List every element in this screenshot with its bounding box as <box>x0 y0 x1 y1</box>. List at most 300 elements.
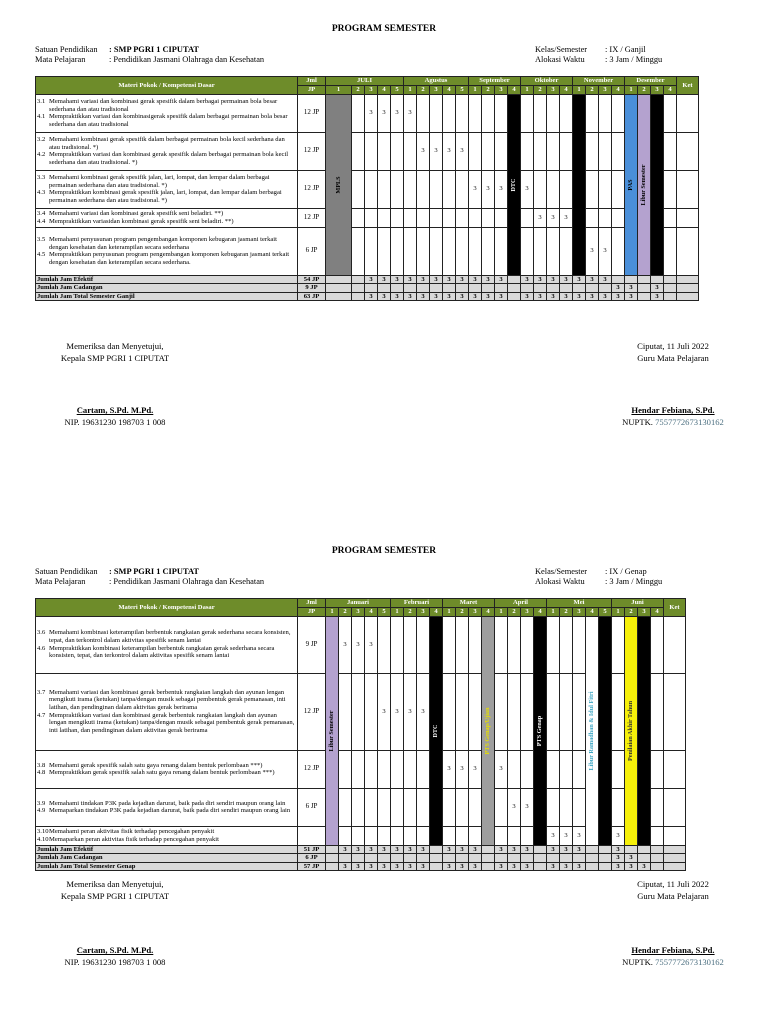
ket-cell <box>664 673 686 750</box>
summary-jp: 57 JP <box>298 862 326 871</box>
week-cell <box>378 788 391 826</box>
teacher-nuptk: 7557772673130162 <box>655 417 724 427</box>
week-cell <box>456 170 469 208</box>
kd-text: Memahami tindakan P3K pada kejadian darurat, baik pada diri sendiri maupun orang lain <box>49 799 286 807</box>
schedule-marker-column <box>430 616 443 845</box>
summary-week-cell: 3 <box>469 845 482 854</box>
week-cell <box>456 616 469 673</box>
week-cell <box>560 750 573 788</box>
week-cell <box>521 750 534 788</box>
kd-code: 4.2 <box>37 151 46 159</box>
week-cell <box>391 788 404 826</box>
week-cell <box>664 132 677 170</box>
summary-week-cell <box>651 854 664 863</box>
week-cell: 3 <box>612 826 625 845</box>
week-cell: 3 <box>391 94 404 132</box>
summary-week-cell <box>365 284 378 293</box>
ket-cell <box>664 750 686 788</box>
summary-week-cell <box>326 284 352 293</box>
summary-week-cell: 3 <box>378 862 391 871</box>
week-cell <box>521 227 534 275</box>
jp-cell: 12 JP <box>298 750 326 788</box>
teacher-title: Guru Mata Pelajaran <box>637 891 709 901</box>
summary-week-cell <box>495 284 508 293</box>
summary-week-cell <box>404 854 417 863</box>
summary-week-cell <box>352 275 365 284</box>
jp-cell: 12 JP <box>298 673 326 750</box>
summary-week-cell: 3 <box>365 862 378 871</box>
week-cell <box>534 170 547 208</box>
week-cell <box>352 170 365 208</box>
summary-week-cell: 3 <box>365 292 378 301</box>
summary-week-cell <box>443 854 456 863</box>
teacher-nuptk-label: NUPTK. <box>622 957 656 967</box>
principal-name: Cartam, S.Pd. M.Pd. <box>76 405 154 415</box>
kd-code: 4.10 <box>37 835 49 843</box>
summary-week-cell <box>534 854 547 863</box>
week-cell <box>378 750 391 788</box>
header-month-6: Desember <box>625 77 677 86</box>
week-cell <box>378 208 391 227</box>
week-cell: 3 <box>339 616 352 673</box>
alokasi-value: : 3 Jam / Minggu <box>605 55 663 64</box>
week-number: 4 <box>443 86 456 95</box>
schedule-marker-column <box>326 616 339 845</box>
summary-week-cell <box>547 854 560 863</box>
week-number: 1 <box>326 608 339 617</box>
week-cell <box>534 132 547 170</box>
summary-week-cell: 3 <box>391 275 404 284</box>
summary-jp: 9 JP <box>298 284 326 293</box>
week-cell <box>365 208 378 227</box>
week-cell: 3 <box>352 616 365 673</box>
week-cell: 3 <box>599 227 612 275</box>
summary-week-cell: 3 <box>404 292 417 301</box>
week-number: 1 <box>547 608 560 617</box>
summary-week-cell: 3 <box>495 862 508 871</box>
week-cell <box>378 132 391 170</box>
week-cell <box>508 673 521 750</box>
summary-week-cell: 3 <box>612 845 625 854</box>
summary-week-cell <box>430 862 443 871</box>
summary-week-cell <box>365 854 378 863</box>
satuan-label: Satuan Pendidikan <box>35 45 98 54</box>
materi-cell <box>36 132 298 170</box>
summary-week-cell: 3 <box>521 862 534 871</box>
week-cell <box>469 616 482 673</box>
summary-week-cell <box>469 854 482 863</box>
summary-week-cell: 3 <box>417 845 430 854</box>
week-cell <box>443 170 456 208</box>
summary-week-cell <box>586 854 599 863</box>
week-cell <box>443 227 456 275</box>
kd-code: 4.5 <box>37 251 46 259</box>
ket-cell <box>664 826 686 845</box>
summary-row <box>36 862 686 871</box>
teacher-name: Hendar Febiana, S.Pd. <box>631 405 715 415</box>
schedule-table <box>35 598 686 871</box>
jp-cell <box>298 826 326 845</box>
week-number: 3 <box>430 86 443 95</box>
header-month-3: September <box>469 77 521 86</box>
summary-week-cell <box>586 845 599 854</box>
week-cell <box>365 673 378 750</box>
summary-week-cell: 3 <box>404 275 417 284</box>
principal-signature <box>40 404 190 428</box>
week-number: 1 <box>573 86 586 95</box>
summary-week-cell <box>664 284 677 293</box>
summary-week-cell <box>430 854 443 863</box>
week-cell: 3 <box>417 132 430 170</box>
summary-week-cell: 3 <box>378 292 391 301</box>
summary-week-cell: 3 <box>469 292 482 301</box>
summary-week-cell <box>586 284 599 293</box>
week-cell: 3 <box>456 750 469 788</box>
week-number: 5 <box>456 86 469 95</box>
summary-week-cell <box>638 275 651 284</box>
week-number: 1 <box>443 608 456 617</box>
schedule-marker-label: PTS Genap/Ujian <box>484 707 492 755</box>
week-cell <box>482 94 495 132</box>
week-cell <box>651 673 664 750</box>
kelas-value: : IX / Genap <box>605 567 647 576</box>
summary-week-cell <box>586 862 599 871</box>
week-number: 5 <box>378 608 391 617</box>
summary-week-cell: 3 <box>521 845 534 854</box>
week-cell <box>586 94 599 132</box>
schedule-marker-column <box>586 616 599 845</box>
week-cell <box>612 170 625 208</box>
week-cell <box>495 788 508 826</box>
meta-right <box>535 45 662 65</box>
kd-code: 3.8 <box>37 761 46 769</box>
summary-week-cell: 3 <box>560 292 573 301</box>
week-cell <box>391 132 404 170</box>
week-cell: 3 <box>521 170 534 208</box>
kd-code: 4.7 <box>37 711 46 719</box>
week-cell <box>404 616 417 673</box>
summary-week-cell <box>456 284 469 293</box>
summary-week-cell: 3 <box>586 292 599 301</box>
summary-week-cell: 3 <box>482 292 495 301</box>
summary-week-cell <box>391 854 404 863</box>
summary-week-cell <box>482 845 495 854</box>
week-cell <box>352 132 365 170</box>
summary-week-cell: 3 <box>612 284 625 293</box>
materi-cell <box>36 788 298 826</box>
week-cell <box>417 616 430 673</box>
header-materi: Materi Pokok / Kompetensi Dasar <box>36 599 298 617</box>
header-month-5: Mei <box>547 599 612 608</box>
summary-week-cell <box>352 854 365 863</box>
week-number: 4 <box>664 86 677 95</box>
table-row <box>36 170 699 208</box>
kd-text: Mempraktikkan gerak spesifik salah satu gaya renang dalam bentuk perlombaan ***) <box>49 769 275 777</box>
summary-week-cell <box>651 275 664 284</box>
week-cell <box>508 616 521 673</box>
week-cell: 3 <box>365 94 378 132</box>
summary-week-cell: 3 <box>599 292 612 301</box>
kd-text: Memahami variasi dan kombinasi gerak berbentuk rangkaian langkah dan ayunan lengan mengikuti irama (ketukan) tanpa/dengan musik sebagai pembentuk gerak pemanasan, inti latihan, dan pendinginan dalam aktivitas gerak berirama <box>49 688 286 711</box>
week-cell <box>469 826 482 845</box>
summary-week-cell <box>352 284 365 293</box>
table-row <box>36 227 699 275</box>
week-cell <box>612 94 625 132</box>
summary-week-cell <box>417 854 430 863</box>
summary-week-cell: 3 <box>612 292 625 301</box>
week-cell: 3 <box>534 208 547 227</box>
week-cell <box>456 94 469 132</box>
week-cell <box>651 788 664 826</box>
summary-week-cell: 3 <box>404 845 417 854</box>
page-title: PROGRAM SEMESTER <box>331 546 437 556</box>
week-cell <box>599 208 612 227</box>
week-cell <box>521 826 534 845</box>
summary-week-cell <box>573 854 586 863</box>
week-number: 3 <box>638 608 651 617</box>
schedule-marker-column <box>638 616 651 845</box>
summary-week-cell: 3 <box>508 862 521 871</box>
kd-code: 3.4 <box>37 210 46 217</box>
summary-week-cell: 3 <box>521 275 534 284</box>
week-number: 2 <box>404 608 417 617</box>
summary-week-cell: 3 <box>560 845 573 854</box>
week-number: 5 <box>599 608 612 617</box>
schedule-marker-column <box>599 616 612 845</box>
week-number: 4 <box>612 86 625 95</box>
summary-week-cell <box>599 845 612 854</box>
materi-cell <box>36 227 298 275</box>
kd-code: 3.2 <box>37 135 46 143</box>
week-cell <box>482 208 495 227</box>
kd-code: 4.4 <box>37 217 46 225</box>
materi-cell <box>36 208 298 227</box>
summary-week-cell <box>534 284 547 293</box>
week-number: 2 <box>560 608 573 617</box>
materi-cell <box>36 826 298 845</box>
week-cell: 3 <box>430 132 443 170</box>
week-cell <box>456 208 469 227</box>
week-cell: 3 <box>365 616 378 673</box>
ket-cell <box>677 94 699 132</box>
summary-week-cell <box>482 862 495 871</box>
header-month-5: November <box>573 77 625 86</box>
week-cell <box>664 94 677 132</box>
summary-week-cell <box>612 275 625 284</box>
summary-week-cell <box>508 854 521 863</box>
summary-week-cell <box>521 284 534 293</box>
week-cell <box>352 208 365 227</box>
week-cell <box>352 788 365 826</box>
week-cell: 3 <box>560 208 573 227</box>
teacher-title: Guru Mata Pelajaran <box>637 353 709 363</box>
mapel-value: : Pendidikan Jasmani Olahraga dan Kesehatan <box>109 55 265 64</box>
week-cell: 3 <box>586 227 599 275</box>
summary-week-cell <box>339 854 352 863</box>
summary-ket <box>677 275 699 284</box>
teacher-name: Hendar Febiana, S.Pd. <box>631 945 715 955</box>
header-month-2: Agustus <box>404 77 469 86</box>
week-cell <box>651 616 664 673</box>
summary-week-cell <box>508 284 521 293</box>
week-cell <box>352 750 365 788</box>
jp-cell: 9 JP <box>298 616 326 673</box>
week-cell <box>521 616 534 673</box>
kd-text: Mempraktikkan kombinasi keterampilan berbentuk rangkaian gerak sederhana secara konsisten, tepat, dan terkontrol dalam aktivitas spesifik senam lantai <box>49 644 275 660</box>
principal-name: Cartam, S.Pd. M.Pd. <box>76 945 154 955</box>
summary-week-cell: 3 <box>456 845 469 854</box>
week-number: 3 <box>521 608 534 617</box>
week-cell: 3 <box>391 673 404 750</box>
summary-week-cell <box>625 845 638 854</box>
kelas-value: : IX / Ganjil <box>605 45 646 54</box>
week-number: 2 <box>339 608 352 617</box>
week-cell <box>430 227 443 275</box>
week-cell: 3 <box>456 132 469 170</box>
schedule-marker-column <box>625 616 638 845</box>
week-cell: 3 <box>547 826 560 845</box>
kd-text: Memahami kombinasi gerak spesifik dalam berbagai permainan bola kecil sederhana dan atau tradisional. *) <box>49 135 285 151</box>
week-cell <box>547 227 560 275</box>
summary-week-cell: 3 <box>586 275 599 284</box>
summary-week-cell: 3 <box>534 275 547 284</box>
summary-week-cell <box>482 854 495 863</box>
week-number: 4 <box>534 608 547 617</box>
mapel-value: : Pendidikan Jasmani Olahraga dan Kesehatan <box>109 577 265 586</box>
table-row <box>36 94 699 132</box>
schedule-marker-column <box>651 94 664 275</box>
week-number: 1 <box>404 86 417 95</box>
week-cell <box>547 94 560 132</box>
week-cell <box>560 170 573 208</box>
summary-week-cell <box>625 275 638 284</box>
schedule-marker-label: Libur Semester <box>640 164 648 206</box>
jp-cell: 12 JP <box>298 170 326 208</box>
header-month-4: April <box>495 599 547 608</box>
summary-week-cell: 3 <box>547 862 560 871</box>
alokasi-label: Alokasi Waktu <box>535 55 585 64</box>
summary-week-cell: 3 <box>391 862 404 871</box>
week-number: 1 <box>521 86 534 95</box>
week-cell <box>352 826 365 845</box>
kd-code: 4.3 <box>37 189 46 197</box>
week-cell <box>495 616 508 673</box>
week-cell <box>391 208 404 227</box>
summary-week-cell <box>521 854 534 863</box>
kelas-label: Kelas/Semester <box>535 567 588 576</box>
week-cell <box>404 227 417 275</box>
week-cell <box>521 673 534 750</box>
week-cell <box>599 170 612 208</box>
materi-cell <box>36 673 298 750</box>
week-cell <box>417 208 430 227</box>
ket-cell <box>677 132 699 170</box>
week-cell: 3 <box>521 788 534 826</box>
kelas-label: Kelas/Semester <box>535 45 588 54</box>
week-cell <box>417 227 430 275</box>
summary-week-cell: 3 <box>547 292 560 301</box>
week-cell <box>417 94 430 132</box>
kd-text: Mempraktikkan variasi dan kombinasigerak spesifik dalam berbagai permainan bola besar sederhana dan atau tradisional <box>49 113 288 128</box>
schedule-marker-column <box>326 94 352 275</box>
week-cell <box>443 673 456 750</box>
week-cell <box>339 673 352 750</box>
week-cell: 3 <box>443 750 456 788</box>
kd-text: Mempraktikkan variasidan kombinasi gerak spesifik seni beladiri. **) <box>49 217 234 225</box>
summary-week-cell: 3 <box>547 275 560 284</box>
summary-week-cell <box>326 862 339 871</box>
week-cell <box>339 826 352 845</box>
summary-week-cell: 3 <box>547 845 560 854</box>
week-number: 1 <box>469 86 482 95</box>
summary-week-cell <box>508 275 521 284</box>
summary-week-cell: 3 <box>560 275 573 284</box>
summary-week-cell <box>378 854 391 863</box>
meta-left <box>35 45 264 65</box>
kd-text: Memahami penyusunan program pengembangan komponen kebugaran jasmani terkait dengan kesehatan dan keterampilan secara sederhana <box>49 235 277 251</box>
week-cell <box>651 750 664 788</box>
summary-week-cell <box>391 284 404 293</box>
kd-text: Memahami gerak spesifik salah satu gaya renang dalam bentuk perlombaan ***) <box>49 761 263 769</box>
kd-text: Mempraktikkan penyusunan program pengembangan komponen kebugaran jasmani terkait dengan kesehatan dan keterampilan secara sederhana. <box>49 251 290 266</box>
week-cell <box>404 132 417 170</box>
summary-week-cell <box>326 292 352 301</box>
materi-cell <box>36 616 298 673</box>
week-cell <box>352 673 365 750</box>
jp-cell: 12 JP <box>298 94 326 132</box>
jp-cell: 12 JP <box>298 132 326 170</box>
week-cell <box>391 227 404 275</box>
table-row <box>36 208 699 227</box>
week-cell <box>664 208 677 227</box>
week-cell <box>417 170 430 208</box>
summary-week-cell <box>443 284 456 293</box>
principal-nip: NIP. 19631230 198703 1 008 <box>64 417 166 427</box>
kd-text: Memaparkan peran aktivitas fisik terhadap pencegahan penyakit <box>49 835 219 843</box>
week-cell <box>391 616 404 673</box>
meta-right <box>535 567 662 587</box>
week-cell <box>547 170 560 208</box>
kd-text: Memahami kombinasi gerak spesifik jalan, lari, lompat, dan lempar dalam berbagai permainan sederhana dan atau tradisional. *) <box>49 173 270 189</box>
week-cell <box>586 208 599 227</box>
summary-week-cell <box>573 284 586 293</box>
week-cell <box>521 208 534 227</box>
summary-week-cell: 3 <box>612 854 625 863</box>
week-cell <box>404 170 417 208</box>
summary-row <box>36 292 699 301</box>
summary-week-cell: 3 <box>339 845 352 854</box>
satuan-value: : SMP PGRI 1 CIPUTAT <box>109 45 199 54</box>
teacher-nuptk: 7557772673130162 <box>655 957 724 967</box>
alokasi-value: : 3 Jam / Minggu <box>605 577 663 586</box>
week-cell <box>573 750 586 788</box>
week-cell <box>352 227 365 275</box>
summary-ket <box>664 845 686 854</box>
summary-jp: 6 JP <box>298 854 326 863</box>
week-cell <box>339 788 352 826</box>
schedule-marker-label: PTS Genap <box>536 715 544 746</box>
kd-text: Mempraktikkan kombinasi gerak spesifik jalan, lari, lompat, dan lempar dalam berbagai permainan sederhana dan atau tradisional. *) <box>49 189 282 204</box>
week-cell <box>365 227 378 275</box>
satuan-label: Satuan Pendidikan <box>35 567 98 576</box>
week-cell <box>378 616 391 673</box>
week-cell <box>482 132 495 170</box>
week-cell <box>417 788 430 826</box>
week-cell <box>664 227 677 275</box>
week-cell <box>586 132 599 170</box>
week-number: 1 <box>326 86 352 95</box>
week-cell <box>495 94 508 132</box>
